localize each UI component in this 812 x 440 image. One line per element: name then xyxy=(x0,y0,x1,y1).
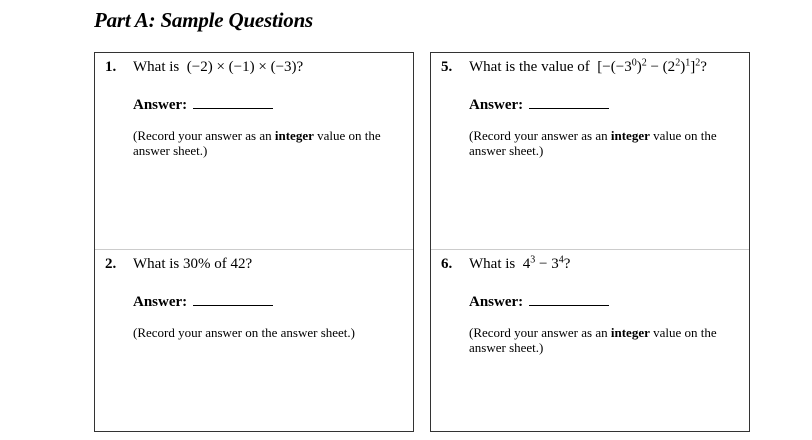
question-5-note xyxy=(469,128,739,158)
question-2-note-text: (Record your answer on the answer sheet.) xyxy=(133,325,356,340)
page-title: Part A: Sample Questions xyxy=(94,8,314,32)
question-6-answer xyxy=(469,292,609,311)
question-5-note-bold: integer xyxy=(610,128,650,143)
question-6-note xyxy=(469,325,739,355)
question-1-note-after: value on the answer sheet.) xyxy=(133,128,381,158)
question-5-text: What is the value of xyxy=(469,59,590,75)
question-1-note-before: (Record your answer as an xyxy=(133,128,272,143)
question-2-line xyxy=(105,256,252,273)
question-column-left xyxy=(94,52,414,432)
question-6 xyxy=(431,250,749,440)
question-6-line xyxy=(441,256,570,273)
question-2-answer xyxy=(133,292,273,311)
question-5-answer xyxy=(469,95,609,114)
question-2-answer-label: Answer: xyxy=(133,294,188,310)
question-1-expression: (−2) × (−1) × (−3)? xyxy=(183,59,304,75)
question-2-answer-blank[interactable] xyxy=(193,292,273,306)
question-1-line xyxy=(105,59,303,76)
question-5-answer-label: Answer: xyxy=(469,97,524,113)
question-5 xyxy=(431,53,749,243)
question-1-answer-blank[interactable] xyxy=(193,95,273,109)
question-1-answer xyxy=(133,95,273,114)
question-6-note-bold: integer xyxy=(610,325,650,340)
question-5-expression: $[-(-3^0)^2 - (2^2)^1]^2$? xyxy=(593,57,707,75)
question-2 xyxy=(95,250,413,440)
question-1-answer-label: Answer: xyxy=(133,97,188,113)
question-5-answer-blank[interactable] xyxy=(529,95,609,109)
question-6-answer-label: Answer: xyxy=(469,294,524,310)
question-1-note xyxy=(133,128,403,158)
question-6-note-before: (Record your answer as an xyxy=(469,325,608,340)
question-5-line xyxy=(441,59,707,76)
question-5-note-after: value on the answer sheet.) xyxy=(469,128,717,158)
question-column-right xyxy=(430,52,750,432)
question-6-answer-blank[interactable] xyxy=(529,292,609,306)
question-2-text: What is 30% of 42? xyxy=(133,256,253,272)
question-6-note-after: value on the answer sheet.) xyxy=(469,325,717,355)
question-1-note-bold: integer xyxy=(274,128,314,143)
question-1-text: What is xyxy=(133,59,180,75)
question-6-expression: $4^3 - 3^4$? xyxy=(519,254,571,272)
question-5-number: 5. xyxy=(441,59,453,75)
question-1-number: 1. xyxy=(105,59,117,75)
question-1 xyxy=(95,53,413,243)
question-6-number: 6. xyxy=(441,256,453,272)
question-2-number: 2. xyxy=(105,256,117,272)
question-2-note xyxy=(133,325,403,340)
question-6-text: What is xyxy=(469,256,516,272)
question-5-note-before: (Record your answer as an xyxy=(469,128,608,143)
